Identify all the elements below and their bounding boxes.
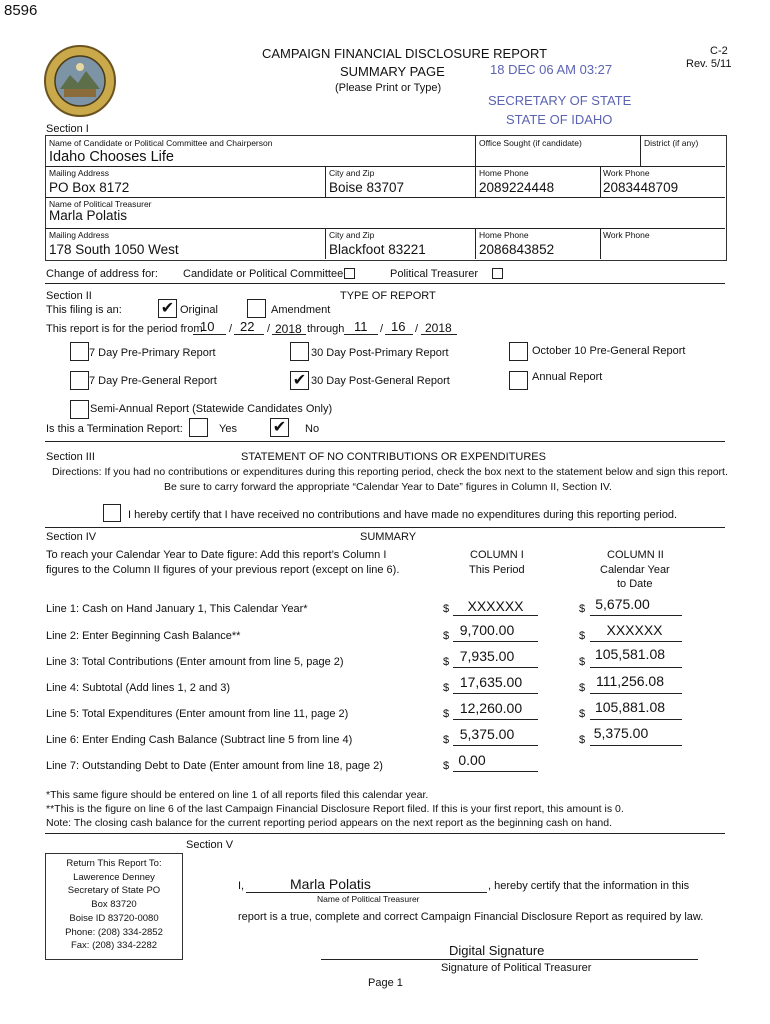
amendment-checkbox[interactable] xyxy=(247,299,266,318)
return-address-line: Box 83720 xyxy=(91,899,137,911)
certify-i-label: I, xyxy=(238,880,245,892)
termination-yes-label: Yes xyxy=(219,423,237,435)
treasurer-certify-name-field[interactable]: Marla Polatis xyxy=(290,876,371,892)
line2-column2-field[interactable]: XXXXXX xyxy=(606,622,663,638)
no-contributions-title: STATEMENT OF NO CONTRIBUTIONS OR EXPENDITURES xyxy=(241,451,546,463)
termination-label: Is this a Termination Report: xyxy=(46,423,183,435)
report-subtitle: SUMMARY PAGE xyxy=(340,64,445,79)
return-address-line: Lawerence Denney xyxy=(73,871,155,883)
7-day-pre-primary-checkbox[interactable] xyxy=(70,342,89,361)
line5-column1-field[interactable]: 12,260.00 xyxy=(459,700,523,716)
date-separator: / xyxy=(415,323,419,335)
summary-intro-line1: To reach your Calendar Year to Date figure: Add this report’s Column I xyxy=(46,549,387,561)
change-treasurer-label: Political Treasurer xyxy=(390,268,479,280)
termination-no-label: No xyxy=(305,423,320,435)
line3-column1-field[interactable]: 7,935.00 xyxy=(459,648,515,664)
office-sought-label: Office Sought (if candidate) xyxy=(479,138,582,148)
line3-label: Line 3: Total Contributions (Enter amount from line 5, page 2) xyxy=(46,656,344,668)
section3-directions-line1: Directions: If you had no contributions or expenditures during this reporting period, check the box next to the statement below and sign this report. xyxy=(52,466,728,478)
signature-field[interactable]: Digital Signature xyxy=(449,943,545,958)
treasurer-name-caption: Name of Political Treasurer xyxy=(317,894,420,904)
print-instruction: (Please Print or Type) xyxy=(335,82,442,94)
semi-annual-label: Semi-Annual Report (Statewide Candidates Only) xyxy=(90,403,333,415)
original-label: Original xyxy=(180,304,218,316)
home-phone-field[interactable]: 2089224448 xyxy=(479,180,555,195)
home-phone-label: Home Phone xyxy=(479,168,529,178)
period-to-year[interactable]: 2018 xyxy=(425,321,452,335)
date-separator: / xyxy=(380,323,384,335)
change-candidate-checkbox[interactable] xyxy=(344,268,355,279)
return-address-line: Boise ID 83720-0080 xyxy=(69,912,159,924)
date-separator: / xyxy=(229,323,233,335)
currency-sign: $ xyxy=(443,708,450,720)
return-address-line: Fax: (208) 334-2282 xyxy=(70,940,158,952)
district-label: District (if any) xyxy=(644,138,699,148)
form-code: C-2 xyxy=(710,45,728,57)
signature-caption: Signature of Political Treasurer xyxy=(441,962,592,974)
line5-label: Line 5: Total Expenditures (Enter amount from line 11, page 2) xyxy=(46,708,349,720)
treasurer-name-field[interactable]: Marla Polatis xyxy=(49,208,128,223)
period-from-month[interactable]: 10 xyxy=(200,319,215,334)
city-zip-field[interactable]: Boise 83707 xyxy=(329,180,405,195)
name-field-label: Name of Candidate or Political Committee and Chairperson xyxy=(49,138,273,148)
line6-column2-field[interactable]: 5,375.00 xyxy=(593,725,649,741)
line1-label: Line 1: Cash on Hand January 1, This Calendar Year* xyxy=(46,603,308,615)
line4-label: Line 4: Subtotal (Add lines 1, 2 and 3) xyxy=(46,682,231,694)
work-phone-field[interactable]: 2083448709 xyxy=(603,180,679,195)
form-revision: Rev. 5/11 xyxy=(686,58,732,70)
30-day-post-primary-checkbox[interactable] xyxy=(290,342,309,361)
period-from-day[interactable]: 22 xyxy=(240,319,255,334)
period-to-day[interactable]: 16 xyxy=(391,319,406,334)
footnote-1: *This same figure should be entered on line 1 of all reports filed this calendar year. xyxy=(46,789,429,801)
section5-label: Section V xyxy=(186,839,234,851)
treasurer-mailing-field[interactable]: 178 South 1050 West xyxy=(49,242,179,257)
october-10-pre-general-checkbox[interactable] xyxy=(509,342,528,361)
line6-column1-field[interactable]: 5,375.00 xyxy=(459,726,515,742)
section3-directions-line2: Be sure to carry forward the appropriate “Calendar Year to Date” figures in Column II, Section IV. xyxy=(164,481,612,493)
treasurer-mailing-label: Mailing Address xyxy=(49,230,110,240)
currency-sign: $ xyxy=(579,708,586,720)
work-phone-label: Work Phone xyxy=(603,168,650,178)
filing-type-label: This filing is an: xyxy=(46,304,122,316)
office-stamp-line2: STATE OF IDAHO xyxy=(506,112,613,127)
return-address-line: Phone: (208) 334-2852 xyxy=(65,926,163,938)
currency-sign: $ xyxy=(443,682,450,694)
certify-statement-line2: report is a true, complete and correct Campaign Financial Disclosure Report as required by law. xyxy=(238,911,704,923)
certify-statement-line1: , hereby certify that the information in this xyxy=(488,880,690,892)
treasurer-city-field[interactable]: Blackfoot 83221 xyxy=(329,242,426,257)
treasurer-work-label: Work Phone xyxy=(603,230,650,240)
column2-header: COLUMN II xyxy=(607,549,664,561)
mailing-address-label: Mailing Address xyxy=(49,168,110,178)
currency-sign: $ xyxy=(443,760,450,772)
date-separator: / xyxy=(267,323,271,335)
period-to-month[interactable]: 11 xyxy=(354,319,368,334)
currency-sign: $ xyxy=(443,603,450,615)
currency-sign: $ xyxy=(579,682,586,694)
treasurer-home-field[interactable]: 2086843852 xyxy=(479,242,555,257)
line4-column2-field[interactable]: 111,256.08 xyxy=(596,673,664,689)
no-contributions-statement: I hereby certify that I have received no contributions and have made no expenditures during this reporting period. xyxy=(128,509,678,521)
section4-label: Section IV xyxy=(46,531,97,543)
through-label: through xyxy=(307,323,345,335)
column2-subheader-2: to Date xyxy=(617,578,653,590)
section3-label: Section III xyxy=(46,451,95,463)
annual-report-checkbox[interactable] xyxy=(509,371,528,390)
7-day-pre-general-label: 7 Day Pre-General Report xyxy=(89,375,217,387)
return-address-line: Secretary of State PO xyxy=(67,885,161,897)
line4-column1-field[interactable]: 17,635.00 xyxy=(459,674,523,690)
currency-sign: $ xyxy=(579,656,586,668)
section2-label: Section II xyxy=(46,290,92,302)
city-zip-label: City and Zip xyxy=(329,168,375,178)
summary-title: SUMMARY xyxy=(360,531,417,543)
termination-no-checkbox[interactable]: ✔ xyxy=(270,418,289,437)
office-stamp-line1: SECRETARY OF STATE xyxy=(488,93,632,108)
line7-label: Line 7: Outstanding Debt to Date (Enter amount from line 18, page 2) xyxy=(46,760,383,772)
annual-report-label: Annual Report xyxy=(532,371,603,383)
footnote-3: Note: The closing cash balance for the current reporting period appears on the next report as the beginning cash on hand. xyxy=(46,817,613,829)
line2-label: Line 2: Enter Beginning Cash Balance** xyxy=(46,630,241,642)
change-candidate-label: Candidate or Political Committee xyxy=(183,268,344,280)
treasurer-home-label: Home Phone xyxy=(479,230,529,240)
30-day-post-primary-label: 30 Day Post-Primary Report xyxy=(311,347,449,359)
line7-column1-field[interactable]: 0.00 xyxy=(458,752,486,768)
7-day-pre-general-checkbox[interactable] xyxy=(70,371,89,390)
report-title: CAMPAIGN FINANCIAL DISCLOSURE REPORT xyxy=(262,46,548,61)
currency-sign: $ xyxy=(443,734,450,746)
type-of-report-title: TYPE OF REPORT xyxy=(340,290,436,302)
treasurer-name-label: Name of Political Treasurer xyxy=(49,199,152,209)
7-day-pre-primary-label: 7 Day Pre-Primary Report xyxy=(89,347,216,359)
currency-sign: $ xyxy=(579,603,586,615)
line1-column1-field[interactable]: XXXXXX xyxy=(467,598,524,614)
line2-column1-field[interactable]: 9,700.00 xyxy=(459,622,515,638)
column1-subheader: This Period xyxy=(469,564,525,576)
30-day-post-general-label: 30 Day Post-General Report xyxy=(311,375,450,387)
column1-header: COLUMN I xyxy=(470,549,524,561)
no-contributions-checkbox[interactable] xyxy=(103,504,121,522)
line6-label: Line 6: Enter Ending Cash Balance (Subtract line 5 from line 4) xyxy=(46,734,353,746)
footnote-2: **This is the figure on line 6 of the last Campaign Financial Disclosure Report filed. If this is your first report, this amount is 0. xyxy=(46,803,624,815)
column2-subheader: Calendar Year xyxy=(600,564,670,576)
october-10-pre-general-label: October 10 Pre-General Report xyxy=(532,345,686,357)
mailing-address-field[interactable]: PO Box 8172 xyxy=(49,180,130,195)
change-address-label: Change of address for: xyxy=(46,268,158,280)
treasurer-city-label: City and Zip xyxy=(329,230,375,240)
original-checkbox[interactable]: ✔ xyxy=(158,299,177,318)
received-stamp-date: 18 DEC 06 AM 03:27 xyxy=(490,62,613,77)
summary-intro-line2: figures to the Column II figures of your previous report (except on line 6). xyxy=(46,564,400,576)
line3-column2-field[interactable]: 105,581.08 xyxy=(594,646,666,662)
30-day-post-general-checkbox[interactable]: ✔ xyxy=(290,371,309,390)
currency-sign: $ xyxy=(443,656,450,668)
amendment-label: Amendment xyxy=(271,304,331,316)
section1-label: Section I xyxy=(46,123,89,135)
idaho-seal-icon xyxy=(44,45,116,117)
currency-sign: $ xyxy=(579,734,586,746)
currency-sign: $ xyxy=(579,630,586,642)
return-address-line: Return This Report To: xyxy=(66,858,162,869)
document-id: 8596 xyxy=(4,2,38,19)
semi-annual-checkbox[interactable] xyxy=(70,400,89,419)
return-address-box xyxy=(45,853,183,960)
line1-column2-field[interactable]: 5,675.00 xyxy=(595,596,650,612)
change-treasurer-checkbox[interactable] xyxy=(492,268,503,279)
termination-yes-checkbox[interactable] xyxy=(189,418,208,437)
page-number: Page 1 xyxy=(368,977,403,989)
period-label: This report is for the period from xyxy=(46,323,203,335)
committee-name-field[interactable]: Idaho Chooses Life xyxy=(49,149,174,165)
currency-sign: $ xyxy=(443,630,450,642)
line5-column2-field[interactable]: 105,881.08 xyxy=(594,699,666,715)
period-from-year[interactable]: 2018 xyxy=(275,322,302,336)
